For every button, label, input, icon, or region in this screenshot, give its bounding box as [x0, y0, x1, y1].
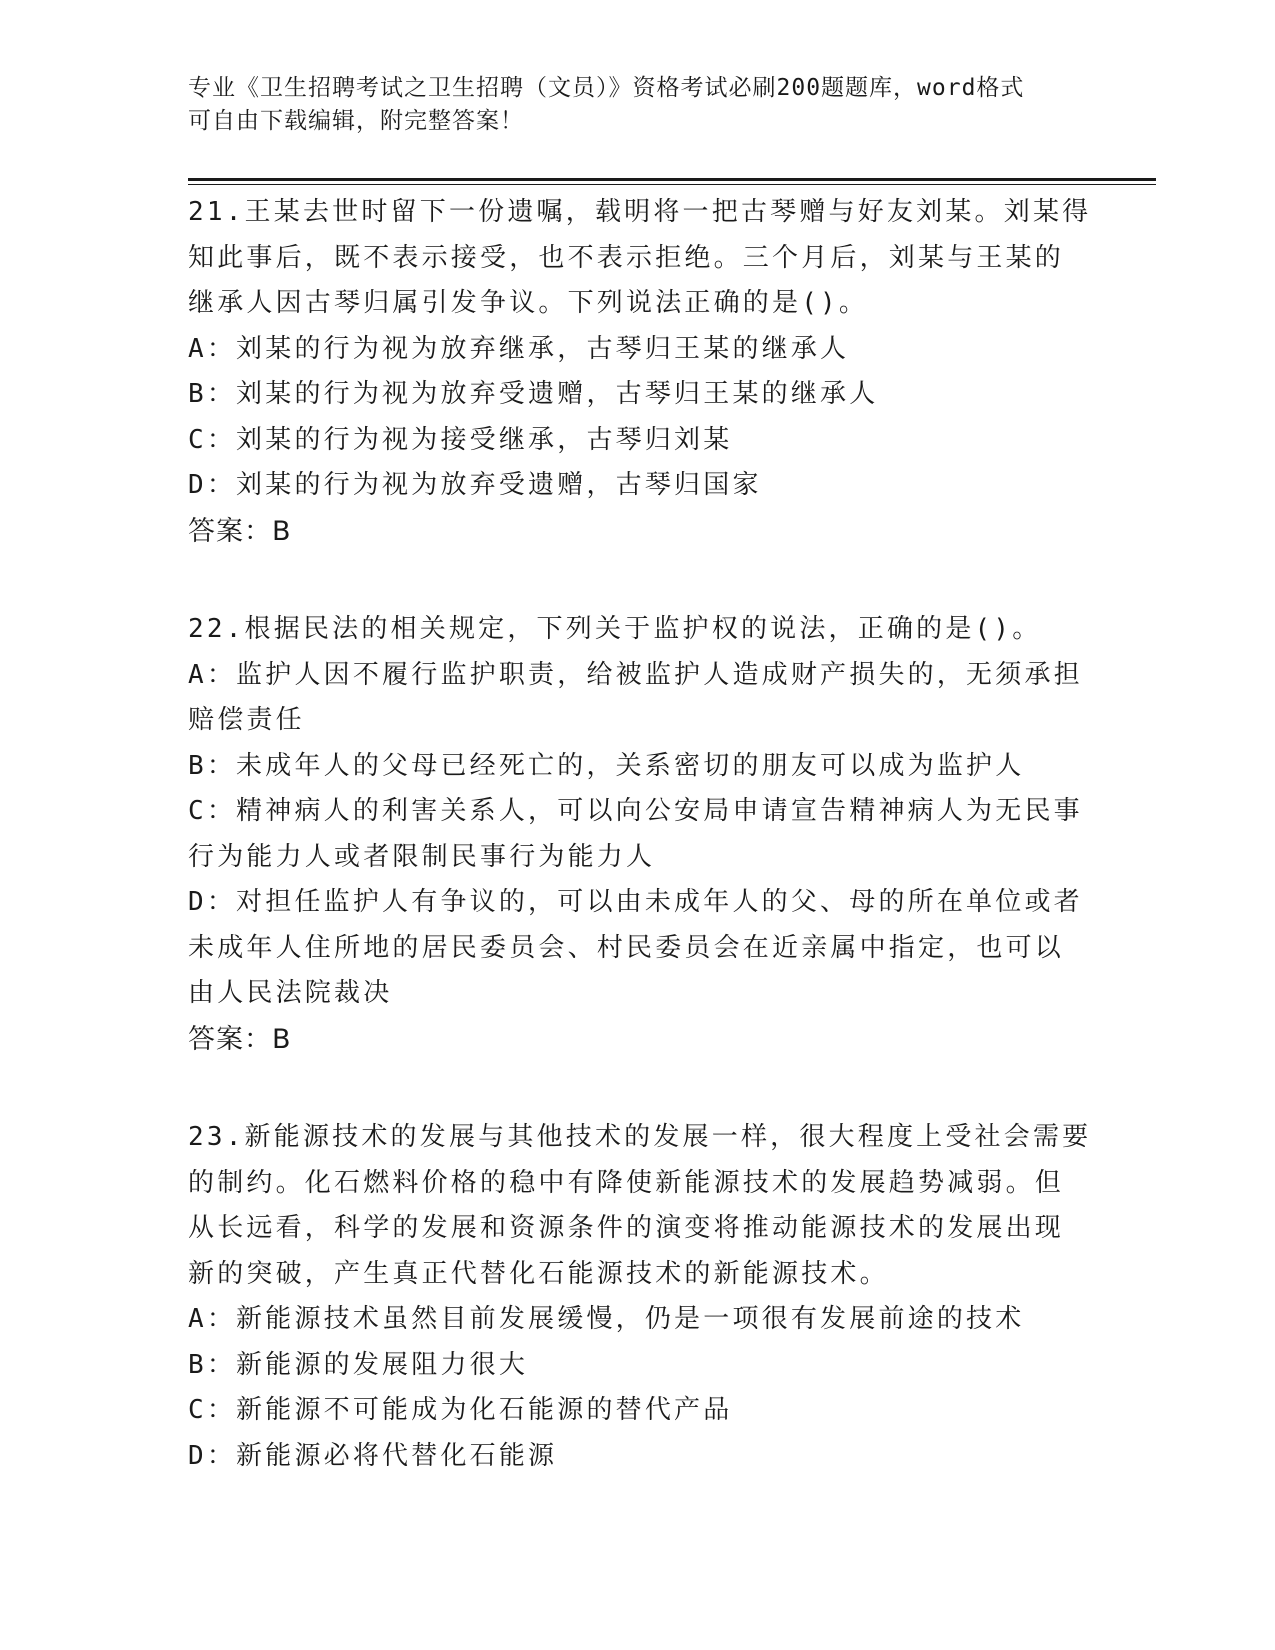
- header-divider-thin: [188, 184, 1156, 185]
- question-text-line: 21.王某去世时留下一份遗嘱，载明将一把古琴赠与好友刘某。刘某得: [188, 197, 1092, 227]
- option-a: A：刘某的行为视为放弃继承，古琴归王某的继承人: [188, 333, 850, 364]
- answer-label: 答案：B: [188, 1023, 292, 1055]
- header-line-1: 专业《卫生招聘考试之卫生招聘（文员）》资格考试必刷200题题库，word格式: [188, 75, 1025, 101]
- question-23: [188, 1115, 1092, 1479]
- question-text-line: 新的突破，产生真正代替化石能源技术的新能源技术。: [188, 1258, 889, 1289]
- question-text-line: 继承人因古琴归属引发争议。下列说法正确的是()。: [188, 288, 869, 318]
- question-text-line: 知此事后，既不表示接受，也不表示拒绝。三个月后，刘某与王某的: [188, 242, 1065, 273]
- option-b: B：刘某的行为视为放弃受遗赠，古琴归王某的继承人: [188, 379, 879, 409]
- option-a-continued: 赔偿责任: [188, 705, 305, 735]
- option-b: B：新能源的发展阻力很大: [188, 1349, 529, 1380]
- option-c-continued: 行为能力人或者限制民事行为能力人: [188, 841, 656, 872]
- header-divider-thick: [188, 178, 1156, 181]
- header-line-2: 可自由下载编辑，附完整答案！: [188, 108, 524, 134]
- answer-label: 答案：B: [188, 515, 292, 547]
- question-text-line: 从长远看，科学的发展和资源条件的演变将推动能源技术的发展出现: [188, 1213, 1065, 1243]
- option-a: A：新能源技术虽然目前发展缓慢，仍是一项很有发展前途的技术: [188, 1304, 1025, 1334]
- option-c: C：精神病人的利害关系人，可以向公安局申请宣告精神病人为无民事: [188, 796, 1083, 826]
- option-d: D：刘某的行为视为放弃受遗赠，古琴归国家: [188, 470, 762, 500]
- option-b: B：未成年人的父母已经死亡的，关系密切的朋友可以成为监护人: [188, 750, 1025, 781]
- option-a: A：监护人因不履行监护职责，给被监护人造成财产损失的，无须承担: [188, 659, 1083, 690]
- question-text-line: 23.新能源技术的发展与其他技术的发展一样，很大程度上受社会需要: [188, 1122, 1092, 1152]
- question-text-line: 的制约。化石燃料价格的稳中有降使新能源技术的发展趋势减弱。但: [188, 1167, 1065, 1198]
- option-d: D：新能源必将代替化石能源: [188, 1440, 558, 1471]
- question-22: [188, 607, 1088, 1062]
- option-c: C：新能源不可能成为化石能源的替代产品: [188, 1395, 733, 1425]
- option-c: C：刘某的行为视为接受继承，古琴归刘某: [188, 424, 733, 455]
- question-21: [188, 190, 1092, 554]
- question-text-line: 22.根据民法的相关规定，下列关于监护权的说法，正确的是()。: [188, 614, 1042, 644]
- option-d: D：对担任监护人有争议的，可以由未成年人的父、母的所在单位或者: [188, 887, 1083, 917]
- option-d-continued: 未成年人住所地的居民委员会、村民委员会在近亲属中指定，也可以: [188, 932, 1065, 963]
- option-d-continued: 由人民法院裁决: [188, 978, 393, 1008]
- document-header: [188, 72, 1088, 138]
- question-list: [188, 190, 1092, 1479]
